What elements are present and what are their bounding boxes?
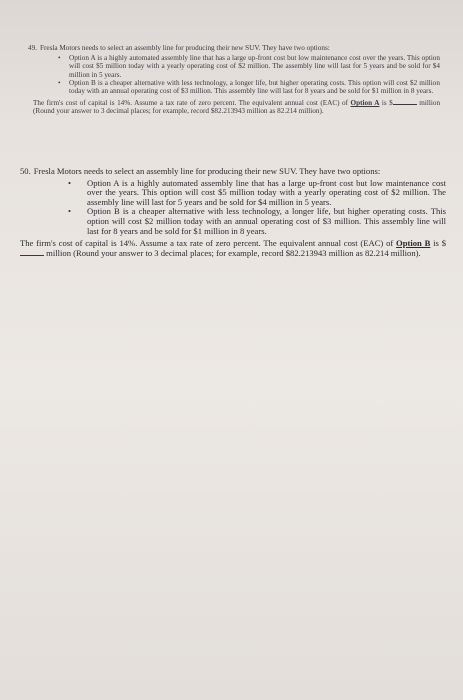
question-50-option-a	[20, 179, 446, 208]
bullet-icon: •	[68, 206, 72, 217]
question-49	[28, 44, 440, 116]
question-50-answer-blank[interactable]	[20, 249, 44, 256]
question-49-number: 49.	[28, 44, 37, 52]
question-50-eac-prompt	[20, 239, 446, 258]
question-49-options	[28, 54, 440, 95]
question-50-eac-prefix: The firm's cost of capital is 14%. Assume a tax rate of zero percent. The equivalent annual cost (EAC) of	[20, 238, 394, 249]
question-50-number: 50.	[20, 166, 31, 176]
question-50-options	[20, 179, 446, 237]
question-49-stem-text: Fresla Motors needs to select an assembly line for producing their new SUV. They have two options:	[39, 44, 330, 52]
question-50-option-label: Option B	[396, 238, 431, 249]
bullet-icon: •	[58, 54, 61, 63]
question-49-eac-prefix: The firm's cost of capital is 14%. Assume a tax rate of zero percent. The equivalent annual cost (EAC) of	[33, 99, 349, 108]
bullet-icon: •	[58, 78, 61, 87]
question-49-stem	[28, 44, 440, 52]
question-50-option-b	[20, 207, 446, 236]
question-49-is-text: is $	[381, 99, 393, 108]
question-49-option-b	[28, 79, 440, 95]
question-50-stem	[20, 167, 446, 177]
question-50-option-a-text: Option A is a highly automated assembly line that has a large up-front cost but low maintenance cost over the years. This option will cost $5 million today with a yearly operating cost of $2 million. The assembly line will last for 5 years and be sold for $4 million in 5 years.	[87, 177, 446, 207]
question-49-eac-suffix: million (Round your answer to 3 decimal places; for example, record $82.213943 million as 82.214 million).	[33, 99, 441, 116]
question-50	[20, 167, 446, 258]
question-50-stem-text: Fresla Motors needs to select an assembly line for producing their new SUV. They have two options:	[33, 166, 381, 176]
question-49-option-a	[28, 54, 440, 79]
question-50-eac-suffix: million (Round your answer to 3 decimal places; for example, record $82.213943 million as 82.214 million).	[46, 247, 421, 258]
question-50-is-text: is $	[433, 238, 446, 249]
question-50-option-b-text: Option B is a cheaper alternative with less technology, a longer life, but higher operating costs. This option will cost $2 million today with an annual operating cost of $3 million. This assembly line will last for 8 years and be sold for $1 million in 8 years.	[87, 206, 446, 236]
question-49-answer-blank[interactable]	[393, 98, 417, 105]
question-49-eac-prompt	[28, 98, 440, 115]
bullet-icon: •	[68, 177, 72, 188]
question-49-option-label: Option A	[350, 99, 380, 108]
question-49-option-a-text: Option A is a highly automated assembly line that has a large up-front cost but low maintenance cost over the years. This option will cost $5 million today with a yearly operating cost of $2 million. The assembly line will last for 5 years and be sold for $4 million in 5 years.	[69, 54, 440, 79]
question-49-option-b-text: Option B is a cheaper alternative with less technology, a longer life, but higher operating costs. This option will cost $2 million today with an annual operating cost of $3 million. This assembly line will last for 8 years and be sold for $1 million in 8 years.	[69, 78, 440, 96]
